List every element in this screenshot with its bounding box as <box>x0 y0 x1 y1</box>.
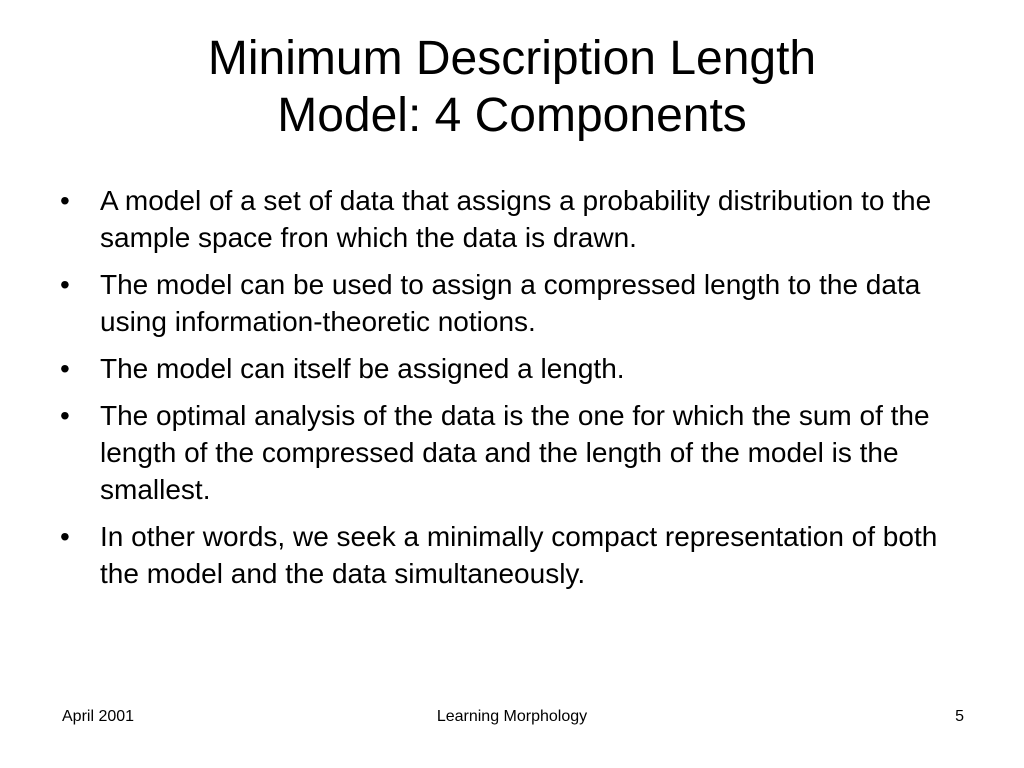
footer-date: April 2001 <box>62 708 135 725</box>
slide-title-line-1: Minimum Description Length <box>207 32 817 85</box>
bullet-item <box>60 182 980 256</box>
bullet-text: The optimal analysis of the data is the one for which the sum of the length of the compressed data and the length of the model is the smallest. <box>100 400 930 505</box>
bullet-item <box>60 350 980 387</box>
slide-title <box>60 30 964 144</box>
bullet-marker: • <box>60 185 70 216</box>
bullet-text: In other words, we seek a minimally compact representation of both the model and the data simultaneously. <box>100 521 938 589</box>
bullet-item <box>60 397 980 508</box>
bullet-marker: • <box>60 400 70 431</box>
bullet-list <box>60 182 980 602</box>
footer-page-number: 5 <box>955 708 964 725</box>
bullet-text: The model can be used to assign a compressed length to the data using information-theoretic notions. <box>100 269 921 337</box>
bullet-text: A model of a set of data that assigns a probability distribution to the sample space fron which the data is drawn. <box>100 185 932 253</box>
slide-title-line-2: Model: 4 Components <box>277 89 747 142</box>
bullet-item <box>60 266 980 340</box>
bullet-item <box>60 518 980 592</box>
bullet-marker: • <box>60 353 70 384</box>
bullet-marker: • <box>60 521 70 552</box>
bullet-text: The model can itself be assigned a length. <box>100 353 625 384</box>
footer-title: Learning Morphology <box>436 708 588 725</box>
bullet-marker: • <box>60 269 70 300</box>
